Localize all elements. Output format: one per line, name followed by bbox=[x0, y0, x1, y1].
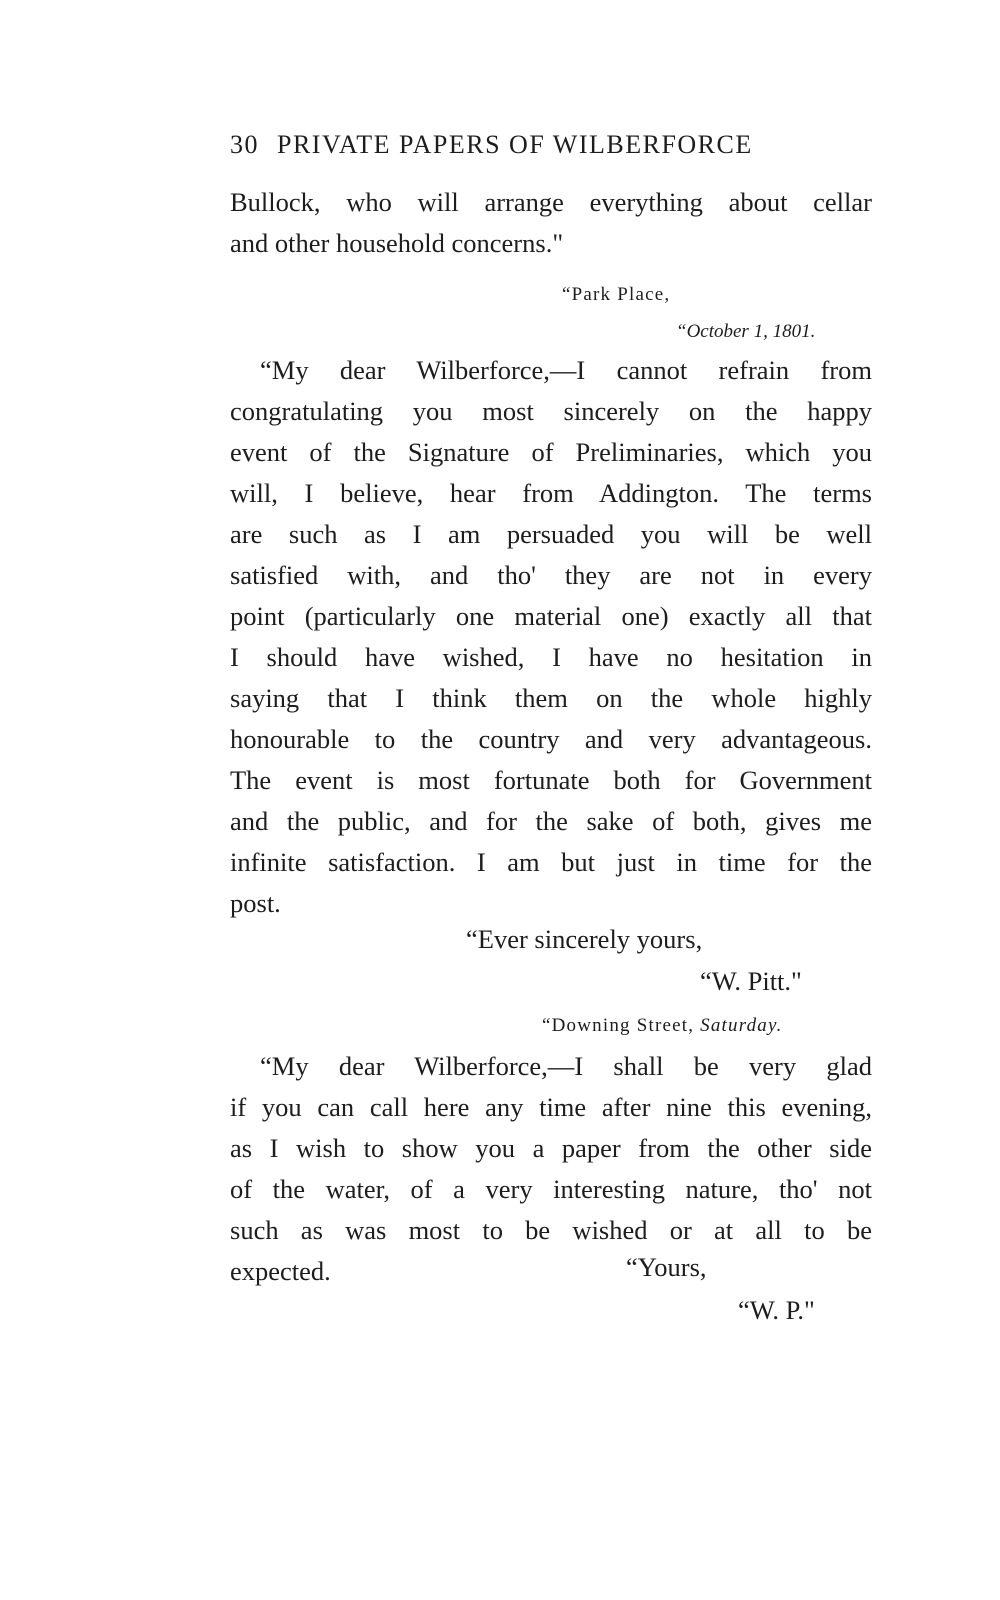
text-line: point (particularly one material one) exactly all that bbox=[230, 601, 872, 631]
text-line: are such as I am persuaded you will be well bbox=[230, 519, 872, 549]
running-title: PRIVATE PAPERS OF WILBERFORCE bbox=[277, 130, 753, 159]
letter2-day: Saturday. bbox=[700, 1015, 783, 1036]
letter1-address: “Park Place, bbox=[562, 284, 671, 305]
text-line: infinite satisfaction. I am but just in time for the bbox=[230, 847, 872, 877]
text-line: such as was most to be wished or at all to be bbox=[230, 1215, 872, 1245]
letter1-date: “October 1, 1801. bbox=[676, 321, 816, 342]
text-line: will, I believe, hear from Addington. The terms bbox=[230, 478, 872, 508]
letter2-address bbox=[542, 1015, 783, 1037]
text-line: saying that I think them on the whole highly bbox=[230, 683, 872, 713]
page-number: 30 bbox=[230, 130, 259, 159]
text-line: post. bbox=[230, 888, 281, 918]
text-line: The event is most fortunate both for Government bbox=[230, 765, 872, 795]
text-line: if you can call here any time after nine this evening, bbox=[230, 1092, 872, 1122]
text-line: Bullock, who will arrange everything about cellar bbox=[230, 187, 872, 217]
letter1-body bbox=[230, 350, 872, 924]
letter2-salutation: “My dear Wilberforce,— bbox=[260, 1051, 575, 1081]
letter2-street: “Downing Street, bbox=[542, 1015, 695, 1036]
running-header bbox=[230, 130, 830, 160]
letter2-closing: “Yours, bbox=[626, 1252, 707, 1282]
letter2-first-line bbox=[230, 1046, 872, 1087]
text-line: I should have wished, I have no hesitation in bbox=[230, 642, 872, 672]
text-line: congratulating you most sincerely on the happy bbox=[230, 396, 872, 426]
letter1-first-line-rest: I cannot refrain from bbox=[576, 355, 872, 385]
text-line: honourable to the country and very advantageous. bbox=[230, 724, 872, 754]
text-line: and other household concerns." bbox=[230, 228, 564, 258]
letter2-body bbox=[230, 1046, 872, 1292]
text-line: event of the Signature of Preliminaries, which you bbox=[230, 437, 872, 467]
text-line: of the water, of a very interesting nature, tho' not bbox=[230, 1174, 872, 1204]
text-line: and the public, and for the sake of both, gives me bbox=[230, 806, 872, 836]
text-line: expected. bbox=[230, 1256, 331, 1286]
letter1-closing: “Ever sincerely yours, bbox=[466, 924, 703, 954]
letter1-salutation: “My dear Wilberforce,— bbox=[260, 355, 577, 385]
continuation-paragraph bbox=[230, 182, 872, 264]
letter1-first-line bbox=[230, 350, 872, 391]
letter2-first-line-rest: I shall be very glad bbox=[574, 1051, 872, 1081]
letter2-signature: “W. P." bbox=[738, 1295, 815, 1325]
letter1-signature: “W. Pitt." bbox=[700, 966, 802, 996]
text-line: satisfied with, and tho' they are not in every bbox=[230, 560, 872, 590]
text-line: as I wish to show you a paper from the other side bbox=[230, 1133, 872, 1163]
